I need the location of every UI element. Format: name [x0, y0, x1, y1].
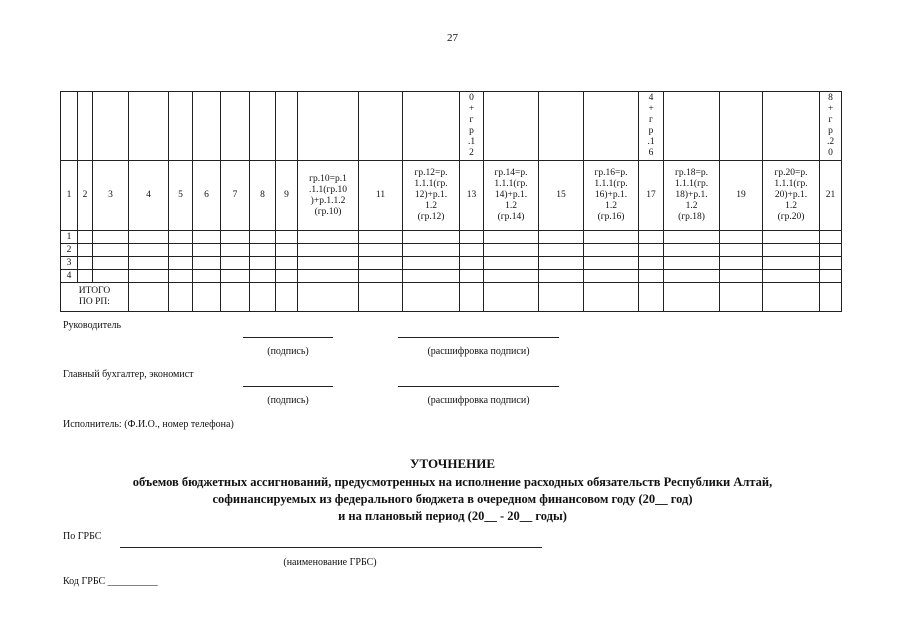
- page-number: 27: [447, 32, 458, 44]
- row-number: 2: [61, 244, 78, 257]
- col-number: 1: [61, 161, 78, 231]
- col12-formula: гр.12=р. 1.1.1(гр. 12)+р.1. 1.2 (гр.12): [403, 161, 460, 231]
- col17-fragment: 4 + гр .1 6: [639, 92, 664, 161]
- table-row: [61, 257, 842, 270]
- col-number: 2: [78, 161, 93, 231]
- column-number-row: [61, 161, 842, 231]
- col-number: 4: [129, 161, 169, 231]
- document-title: УТОЧНЕНИЕ: [409, 456, 496, 471]
- col13-fragment: 0 + гр .1 2: [460, 92, 484, 161]
- col-number: 8: [250, 161, 276, 231]
- col10-formula: гр.10=р.1 .1.1(гр.10 )+р.1.1.2 (гр.10): [298, 161, 359, 231]
- col16-formula: гр.16=р. 1.1.1(гр. 16)+р.1. 1.2 (гр.16): [584, 161, 639, 231]
- table-row: [61, 244, 842, 257]
- grbs-code-label: Код ГРБС __________: [63, 576, 158, 587]
- head-label: Руководитель: [63, 320, 122, 331]
- grbs-name-line: [120, 547, 542, 548]
- title-line-2: софинансируемых из федерального бюджета в очередном финансовом году (20__ год): [212, 492, 693, 506]
- appropriations-table: [60, 91, 842, 312]
- table-top-row: [61, 92, 842, 161]
- accountant-signature-line: [243, 386, 333, 387]
- total-row: [61, 283, 842, 312]
- grbs-caption: (наименование ГРБС): [283, 557, 377, 568]
- title-line-1: объемов бюджетных ассигнований, предусмотренных на исполнение расходных обязательств Республики Алтай,: [132, 475, 773, 489]
- total-label: ИТОГО ПО РП:: [61, 283, 129, 312]
- executor-label: Исполнитель: (Ф.И.О., номер телефона): [63, 419, 234, 430]
- head-signature-line: [243, 337, 333, 338]
- title-line-3: и на плановый период (20__ - 20__ годы): [338, 509, 567, 523]
- col14-formula: гр.14=р. 1.1.1(гр. 14)+р.1. 1.2 (гр.14): [484, 161, 539, 231]
- row-number: 4: [61, 270, 78, 283]
- col-number: 15: [539, 161, 584, 231]
- col-number: 9: [276, 161, 298, 231]
- col-number: 17: [639, 161, 664, 231]
- col-number: 3: [93, 161, 129, 231]
- row-number: 1: [61, 231, 78, 244]
- accountant-decode-line: [398, 386, 559, 387]
- row-number: 3: [61, 257, 78, 270]
- col18-formula: гр.18=р. 1.1.1(гр. 18)+р.1. 1.2 (гр.18): [664, 161, 720, 231]
- accountant-label: Главный бухгалтер, экономист: [63, 369, 194, 380]
- col-number: 13: [460, 161, 484, 231]
- accountant-signature-caption: (подпись): [267, 395, 309, 406]
- head-decode-line: [398, 337, 559, 338]
- table-row: [61, 231, 842, 244]
- col-number: 5: [169, 161, 193, 231]
- col-number: 19: [720, 161, 763, 231]
- col21-fragment: 8 + гр .2 0: [820, 92, 842, 161]
- grbs-label: По ГРБС: [63, 531, 102, 542]
- accountant-decode-caption: (расшифровка подписи): [427, 395, 530, 406]
- head-decode-caption: (расшифровка подписи): [427, 346, 530, 357]
- head-signature-caption: (подпись): [267, 346, 309, 357]
- col-number: 21: [820, 161, 842, 231]
- table-row: [61, 270, 842, 283]
- col-number: 7: [221, 161, 250, 231]
- col-number: 6: [193, 161, 221, 231]
- col-number: 11: [359, 161, 403, 231]
- col20-formula: гр.20=р. 1.1.1(гр. 20)+р.1. 1.2 (гр.20): [763, 161, 820, 231]
